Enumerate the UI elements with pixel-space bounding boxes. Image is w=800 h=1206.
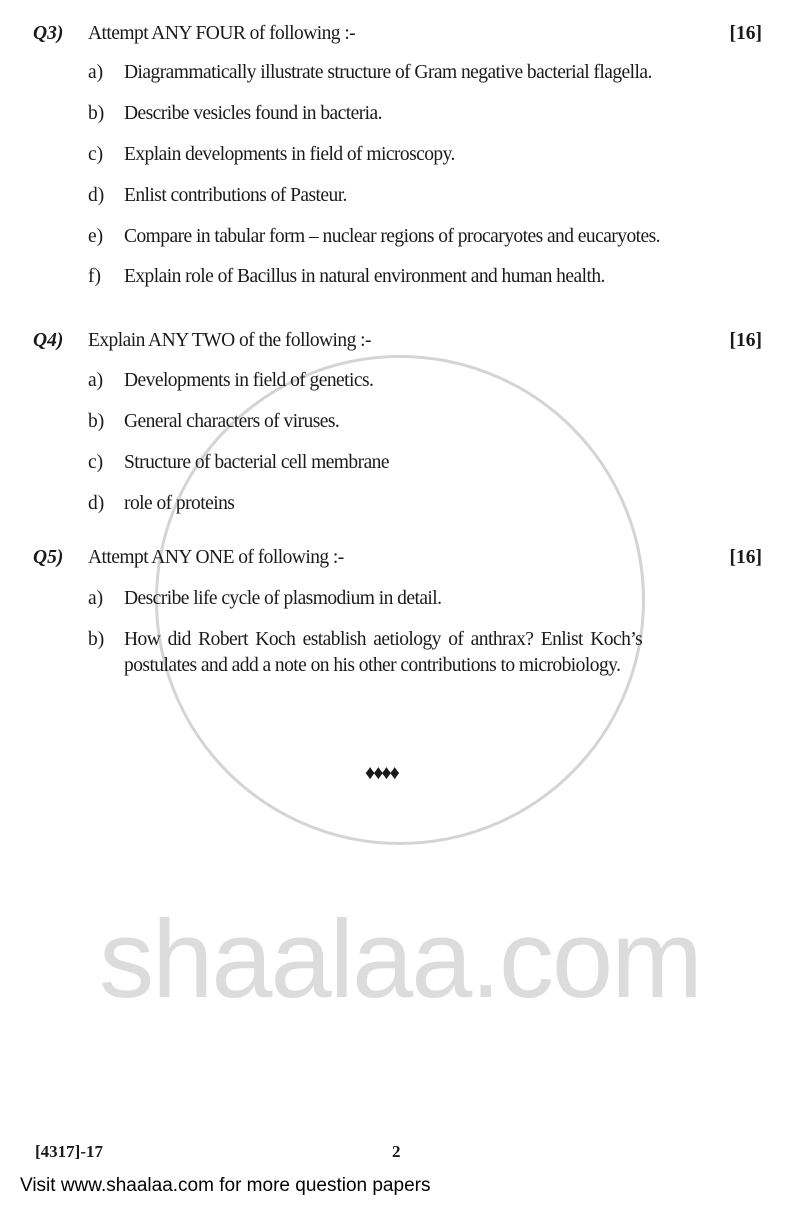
question-label: Q3) [33,23,64,44]
question-marks: [16] [729,330,762,351]
item-text: Explain role of Bacillus in natural environment and human health. [124,266,605,287]
item-label: a) [88,588,104,609]
question-title: Attempt ANY ONE of following :- [88,547,344,568]
item-text-continued: postulates and add a note on his other contributions to microbiology. [124,655,621,676]
question-title: Explain ANY TWO of the following :- [88,330,371,351]
item-label: a) [88,370,104,391]
item-label: c) [88,144,104,165]
question-marks: [16] [729,547,762,568]
item-text: Compare in tabular form – nuclear regions of procaryotes and eucaryotes. [124,226,660,247]
item-text: Enlist contributions of Pasteur. [124,185,347,206]
item-text: Developments in field of genetics. [124,370,374,391]
question-label: Q4) [33,330,64,351]
question-label: Q5) [33,547,64,568]
item-text: Diagrammatically illustrate structure of Gram negative bacterial flagella. [124,62,652,83]
item-label: b) [88,629,105,650]
question-marks: [16] [729,23,762,44]
question-title: Attempt ANY FOUR of following :- [88,23,356,44]
item-text: Describe life cycle of plasmodium in detail. [124,588,442,609]
item-label: c) [88,452,104,473]
watermark-text: shaalaa.com [99,898,701,1021]
item-text: role of proteins [124,493,235,514]
item-text: General characters of viruses. [124,411,340,432]
item-label: f) [88,266,101,287]
item-label: b) [88,411,105,432]
item-label: e) [88,226,104,247]
item-label: b) [88,103,105,124]
item-label: d) [88,493,105,514]
item-label: d) [88,185,105,206]
page-number: 2 [392,1142,401,1161]
item-text: Structure of bacterial cell membrane [124,452,389,473]
end-mark: ♦♦♦♦ [365,762,398,784]
visit-link[interactable]: Visit www.shaalaa.com for more question papers [20,1175,431,1196]
item-text: Explain developments in field of microscopy. [124,144,455,165]
item-text: How did Robert Koch establish aetiology of anthrax? Enlist Koch’s [124,629,643,650]
paper-code: [4317]-17 [35,1142,103,1161]
item-text: Describe vesicles found in bacteria. [124,103,382,124]
item-label: a) [88,62,104,83]
